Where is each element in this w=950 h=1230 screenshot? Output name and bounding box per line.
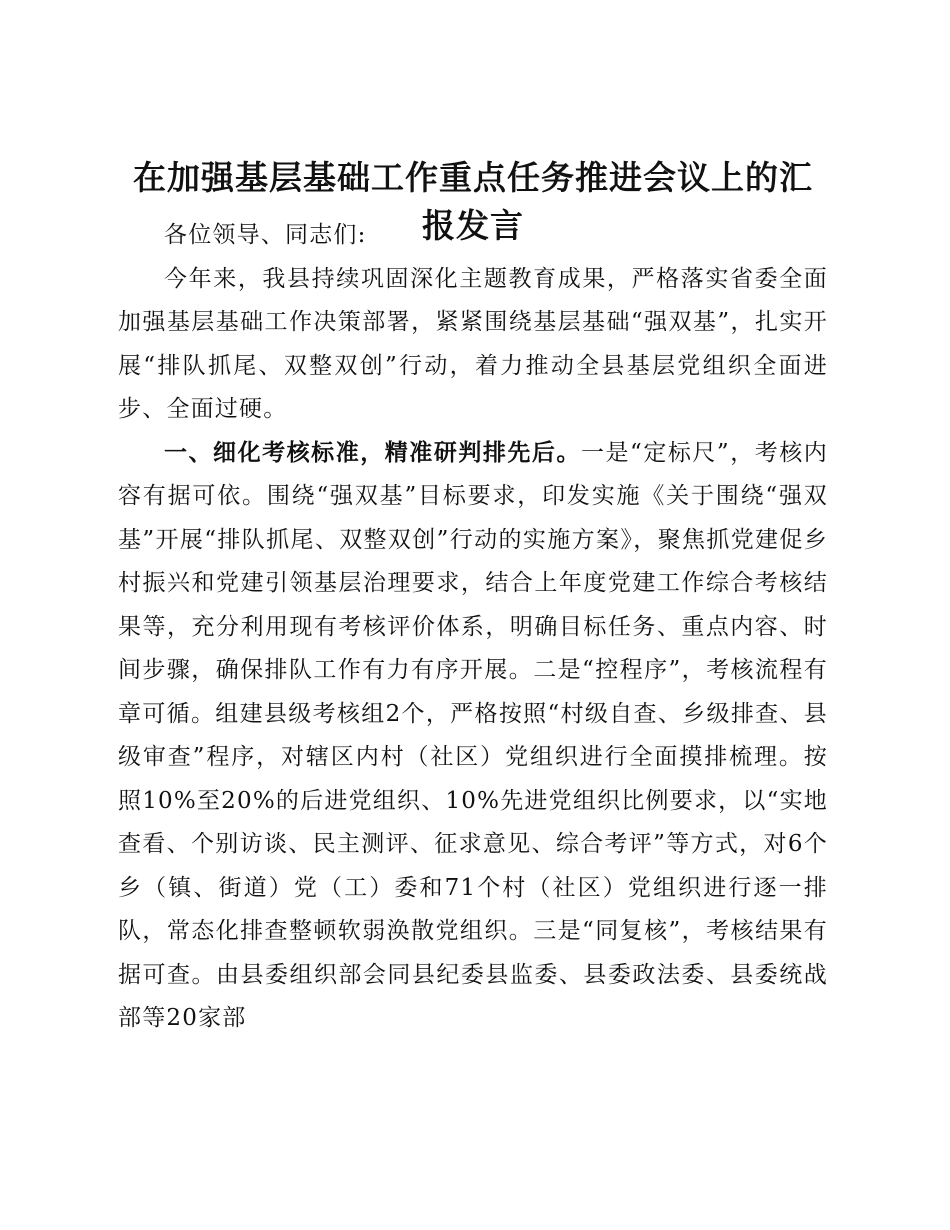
section-1-heading: 一、细化考核标准，精准研判排先后。	[164, 439, 581, 466]
section-1-text: 一是“定标尺”，考核内容有据可依。围绕“强双基”目标要求，印发实施《关于围绕“强双基”开展“排队抓尾、双整双创”行动的实施方案》，聚焦抓党建促乡村振兴和党建引领基层治理要求，结合上年度党建工作综合考核结果等，充分利用现有考核评价体系，明确目标任务、重点内容、时间步骤，确保排队工作有力有序开展。二是“控程序”，考核流程有章可循。组建县级考核组2个，严格按照“村级自查、乡级排查、县级审查”程序，对辖区内村（社区）党组织进行全面摸排梳理。按照10%至20%的后进党组织、10%先进党组织比例要求，以“实地查看、个别访谈、民主测评、征求意见、综合考评”等方式，对6个乡（镇、街道）党（工）委和71个村（社区）党组织进行逐一排队，常态化排查整顿软弱涣散党组织。三是“同复核”，考核结果有据可查。由县委组织部会同县纪委县监委、县委政法委、县委统战部等20家部	[118, 439, 829, 1031]
intro-paragraph: 今年来，我县持续巩固深化主题教育成果，严格落实省委全面加强基层基础工作决策部署，紧紧围绕基层基础“强双基”，扎实开展“排队抓尾、双整双创”行动，着力推动全县基层党组织全面进步、全面过硬。	[118, 265, 828, 422]
salutation: 各位领导、同志们:	[164, 222, 367, 248]
document-body	[118, 214, 828, 1041]
document-title: 在加强基层基础工作重点任务推进会议上的汇报发言	[133, 158, 813, 246]
section-1-paragraph	[118, 432, 828, 1041]
